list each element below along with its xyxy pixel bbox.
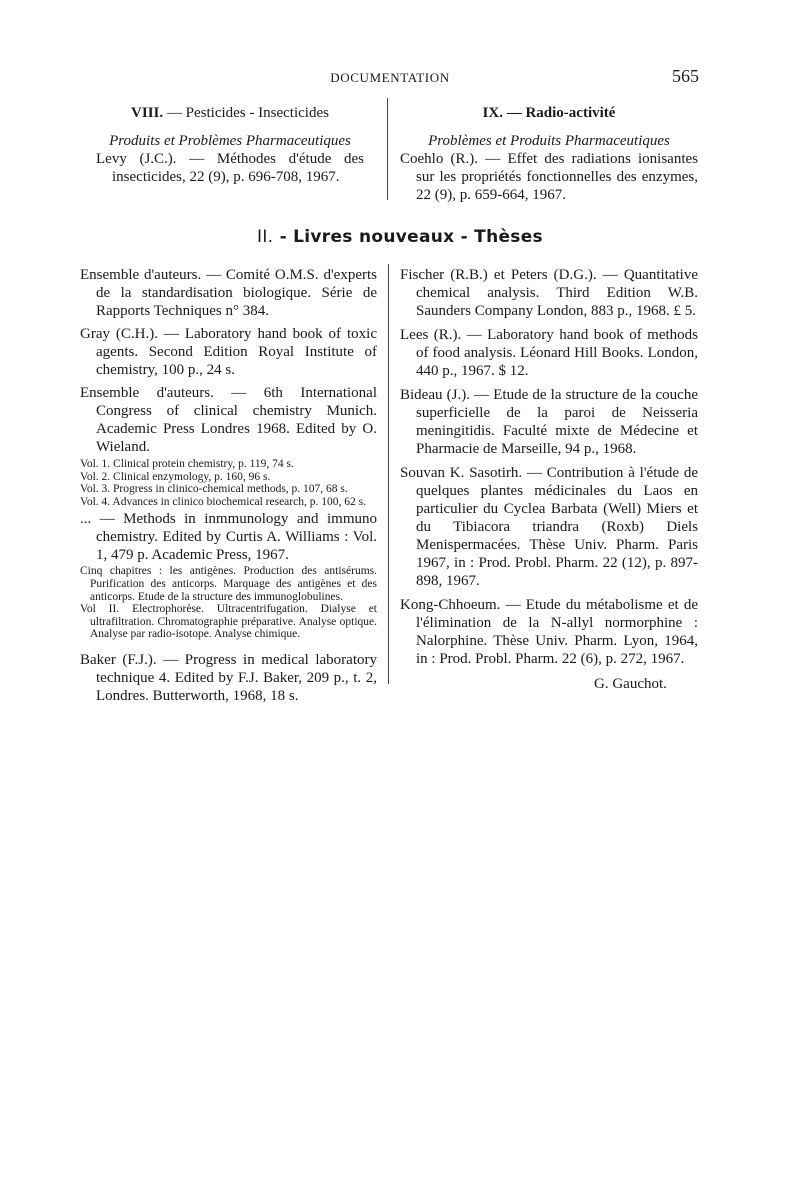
section-ix-entry: Coehlo (R.). — Effet des radiations ionisantes sur les propriétés fonctionnelles des enzymes, 22 (9), p. 659-664, 1967. (400, 151, 698, 203)
section-viii-number: VIII. (131, 105, 164, 121)
column-divider-bottom (388, 264, 389, 684)
section-viii-entry: Levy (J.C.). — Méthodes d'étude des insecticides, 22 (9), p. 696-708, 1967. (96, 151, 364, 185)
left-entry-3-vol4: Vol. 4. Advances in clinico biochemical research, p. 100, 62 s. (80, 495, 366, 508)
left-entry-3-vol3: Vol. 3. Progress in clinico-chemical methods, p. 107, 68 s. (80, 483, 348, 496)
section-ii-title (0, 227, 800, 247)
right-column (400, 266, 698, 668)
section-ix-title: — Radio-activité (506, 105, 616, 121)
left-column (80, 266, 377, 705)
section-ix-number: IX. (482, 105, 503, 121)
section-ix-subheading: Problèmes et Produits Pharmaceutiques (428, 133, 670, 149)
left-entry-3-vol2: Vol. 2. Clinical enzymology, p. 160, 96 s. (80, 470, 271, 483)
left-entry-1: Ensemble d'auteurs. — Comité O.M.S. d'experts de la standardisation biologique. Série de Rapports Techniques n° 384. (80, 267, 377, 319)
left-entry-2: Gray (C.H.). — Laboratory hand book of toxic agents. Second Edition Royal Institute of chemistry, 100 p., 24 s. (80, 326, 377, 378)
right-entry-4: Souvan K. Sasotirh. — Contribution à l'étude de quelques plantes médicinales du Laos en particulier du Cyclea Barbata (Well) Miers et du Tibiacora triandra (Roxb) Diels Menispermacées. Thèse Univ. Pharm. Paris 1967, in : Prod. Probl. Pharm. 22 (12), p. 897-898, 1967. (400, 465, 698, 589)
right-entry-1: Fischer (R.B.) et Peters (D.G.). — Quantitative chemical analysis. Third Edition W.B. Saunders Company London, 883 p., 1968. £ 5. (400, 267, 698, 319)
left-entry-5: Baker (F.J.). — Progress in medical laboratory technique 4. Edited by F.J. Baker, 209 p., t. 2, Londres. Butterworth, 1968, 18 s. (80, 651, 377, 704)
left-entry-3: Ensemble d'auteurs. — 6th International Congress of clinical chemistry Munich. Academic Press Londres 1968. Edited by O. Wieland. (80, 385, 377, 455)
column-divider-top (387, 98, 388, 200)
section-ix-heading (400, 104, 698, 122)
left-entry-3-vol1: Vol. 1. Clinical protein chemistry, p. 119, 74 s. (80, 458, 294, 470)
signature: G. Gauchot. (594, 676, 667, 692)
left-entry-4: ... — Methods in inmmunology and immuno chemistry. Edited by Curtis A. Williams : Vol. 1, 479 p. Academic Press, 1967. (80, 511, 377, 564)
section-ix (400, 104, 698, 204)
left-entry-4-note-1: Cinq chapitres : les antigènes. Production des antisérums. Purification des anticorps. Marquage des antigènes et des anticorps. Etude de la structure des immunoglobulines. (80, 565, 377, 603)
right-entry-2: Lees (R.). — Laboratory hand book of methods of food analysis. Léonard Hill Books. London, 440 p., 1967. $ 12. (400, 327, 698, 379)
left-entry-4-note-2: Vol II. Electrophorèse. Ultracentrifugation. Dialyse et ultrafiltration. Chromatographie préparative. Analyse optique. Analyse par radio-isotope. Analyse chimique. (80, 603, 377, 641)
section-ii-number: II. (257, 227, 274, 247)
section-viii (96, 104, 364, 186)
page-number: 565 (672, 66, 699, 86)
section-viii-title: — Pesticides - Insecticides (166, 105, 329, 121)
section-viii-subheading: Produits et Problèmes Pharmaceutiques (109, 133, 351, 149)
right-entry-5: Kong-Chhoeum. — Etude du métabolisme et de l'élimination de la N-allyl normorphine : Nalorphine. Thèse Univ. Pharm. Lyon, 1964, in : Prod. Probl. Pharm. 22 (6), p. 272, 1967. (400, 597, 698, 667)
right-entry-3: Bideau (J.). — Etude de la structure de la couche superficielle de la paroi de Neisseria meningitidis. Faculté mixte de Médecine et Pharmacie de Marseille, 94 p., 1968. (400, 387, 698, 457)
section-viii-heading (96, 104, 364, 122)
running-header: DOCUMENTATION (330, 70, 450, 85)
section-ii-text: - Livres nouveaux - Thèses (279, 227, 543, 247)
